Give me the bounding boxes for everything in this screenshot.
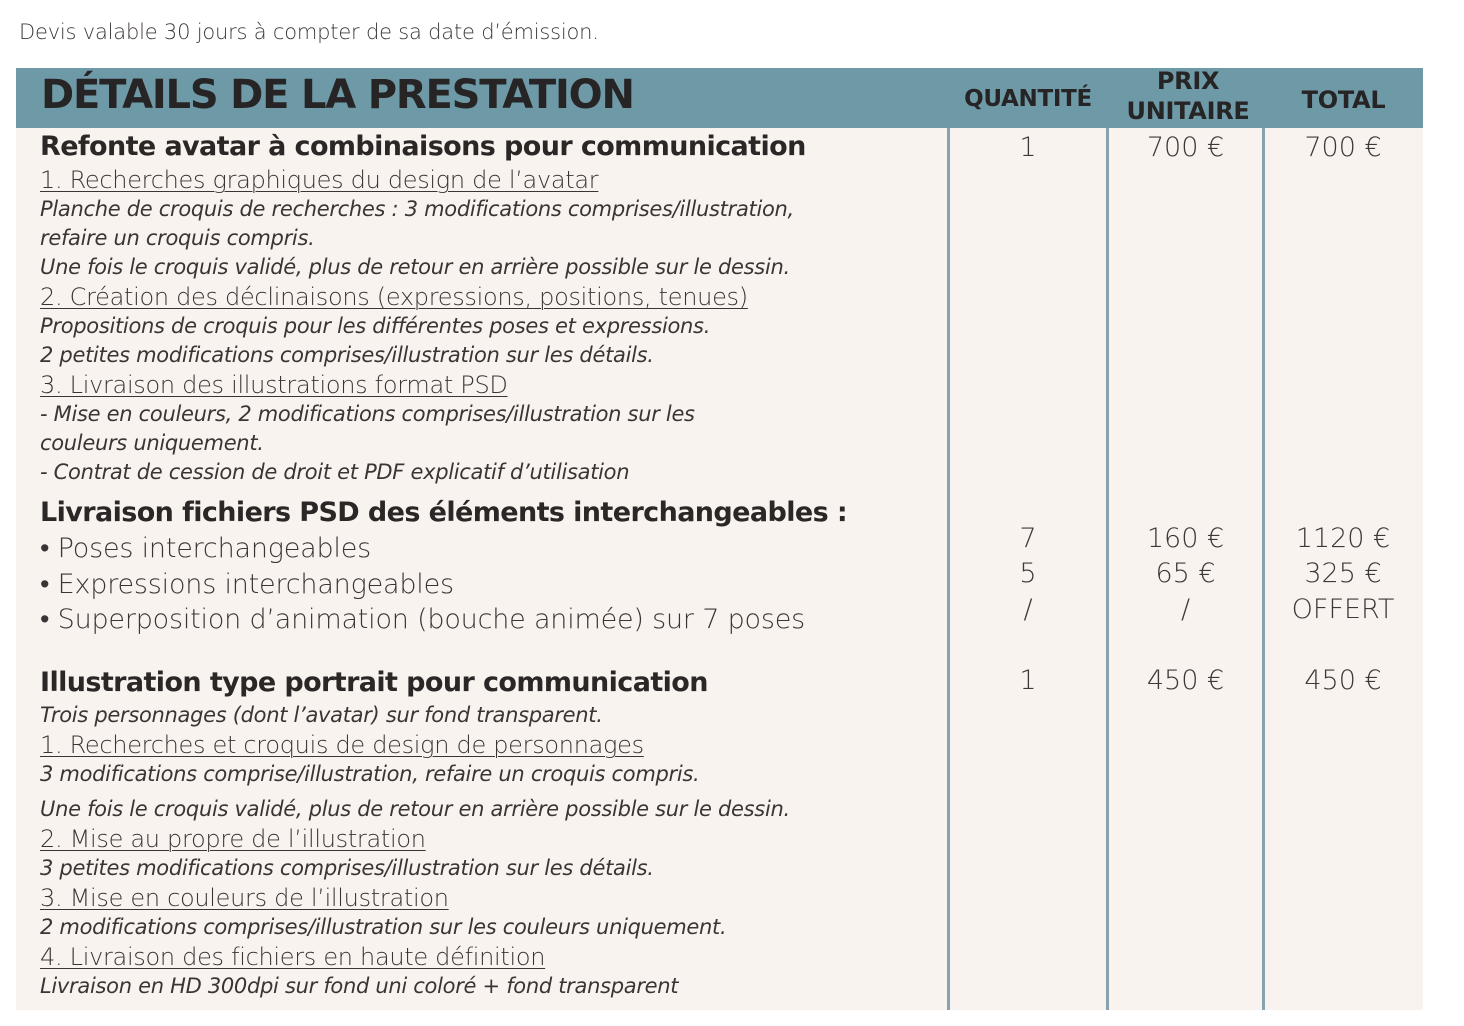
section-interchangeable-elements xyxy=(40,495,940,638)
step-title: 3. Livraison des illustrations format PSD xyxy=(40,371,508,399)
quantity-value: / xyxy=(1023,594,1033,625)
quantity-value: 5 xyxy=(1019,558,1037,589)
list-item: • Poses interchangeables xyxy=(40,533,372,564)
section-title: Refonte avatar à combinaisons pour communication xyxy=(40,131,806,162)
step-detail: couleurs uniquement. xyxy=(40,431,264,455)
header-unit-price-line1: PRIX xyxy=(1156,67,1220,95)
step-detail: - Mise en couleurs, 2 modifications comprises/illustration sur les xyxy=(40,402,695,426)
step-title: 4. Livraison des fichiers en haute définition xyxy=(40,943,546,971)
total-value: OFFERT xyxy=(1291,594,1395,625)
step-detail: 3 petites modifications comprises/illustration sur les détails. xyxy=(40,856,654,880)
unit-price-value: 450 € xyxy=(1146,665,1225,696)
total-value: 700 € xyxy=(1304,132,1382,163)
header-unit-price-line2: UNITAIRE xyxy=(1126,97,1250,125)
total-value: 1120 € xyxy=(1295,523,1391,554)
quantity-value: 7 xyxy=(1019,523,1037,554)
step-detail: - Contrat de cession de droit et PDF explicatif d’utilisation xyxy=(40,460,630,484)
step-detail: 2 modifications comprises/illustration sur les couleurs uniquement. xyxy=(40,915,727,939)
section-avatar-redesign xyxy=(40,129,940,487)
table-header xyxy=(16,68,1423,128)
unit-price-value: 700 € xyxy=(1146,132,1225,163)
total-value: 325 € xyxy=(1304,558,1382,589)
unit-price-value: 160 € xyxy=(1146,523,1225,554)
section-title: Livraison fichiers PSD des éléments interchangeables : xyxy=(40,497,848,528)
step-detail: Une fois le croquis validé, plus de retour en arrière possible sur le dessin. xyxy=(40,255,790,279)
step-detail: Livraison en HD 300dpi sur fond uni coloré + fond transparent xyxy=(40,974,679,998)
step-title: 2. Création des déclinaisons (expressions, positions, tenues) xyxy=(40,283,748,311)
quantity-value: 1 xyxy=(1019,132,1037,163)
step-title: 1. Recherches et croquis de design de personnages xyxy=(40,731,644,759)
step-detail: 2 petites modifications comprises/illustration sur les détails. xyxy=(40,343,654,367)
quantity-value: 1 xyxy=(1019,665,1037,696)
step-detail: Une fois le croquis validé, plus de retour en arrière possible sur le dessin. xyxy=(40,797,790,821)
header-unit-price xyxy=(1108,66,1268,126)
unit-price-value: 65 € xyxy=(1155,558,1216,589)
list-item: • Expressions interchangeables xyxy=(40,568,454,600)
header-details: DÉTAILS DE LA PRESTATION xyxy=(41,72,634,118)
step-detail: Propositions de croquis pour les différentes poses et expressions. xyxy=(40,314,711,338)
header-quantity: QUANTITÉ xyxy=(964,86,1092,112)
step-detail: refaire un croquis compris. xyxy=(40,226,315,250)
section-title: Illustration type portrait pour communication xyxy=(40,667,708,698)
header-total: TOTAL xyxy=(1301,86,1386,114)
step-detail: 3 modifications comprise/illustration, refaire un croquis compris. xyxy=(40,762,700,786)
validity-note: Devis valable 30 jours à compter de sa date d’émission. xyxy=(19,20,599,44)
section-subtitle: Trois personnages (dont l’avatar) sur fond transparent. xyxy=(40,703,603,727)
service-details-table xyxy=(16,68,1423,1010)
unit-price-value: / xyxy=(1180,594,1191,625)
list-item: • Superposition d’animation (bouche animée) sur 7 poses xyxy=(40,604,805,635)
step-title: 2. Mise au propre de l’illustration xyxy=(40,825,426,853)
step-title: 3. Mise en couleurs de l’illustration xyxy=(40,884,449,912)
section-portrait-illustration xyxy=(40,665,940,1001)
total-value: 450 € xyxy=(1304,665,1382,696)
step-title: 1. Recherches graphiques du design de l’avatar xyxy=(40,166,599,194)
step-detail: Planche de croquis de recherches : 3 modifications comprises/illustration, xyxy=(40,197,794,221)
